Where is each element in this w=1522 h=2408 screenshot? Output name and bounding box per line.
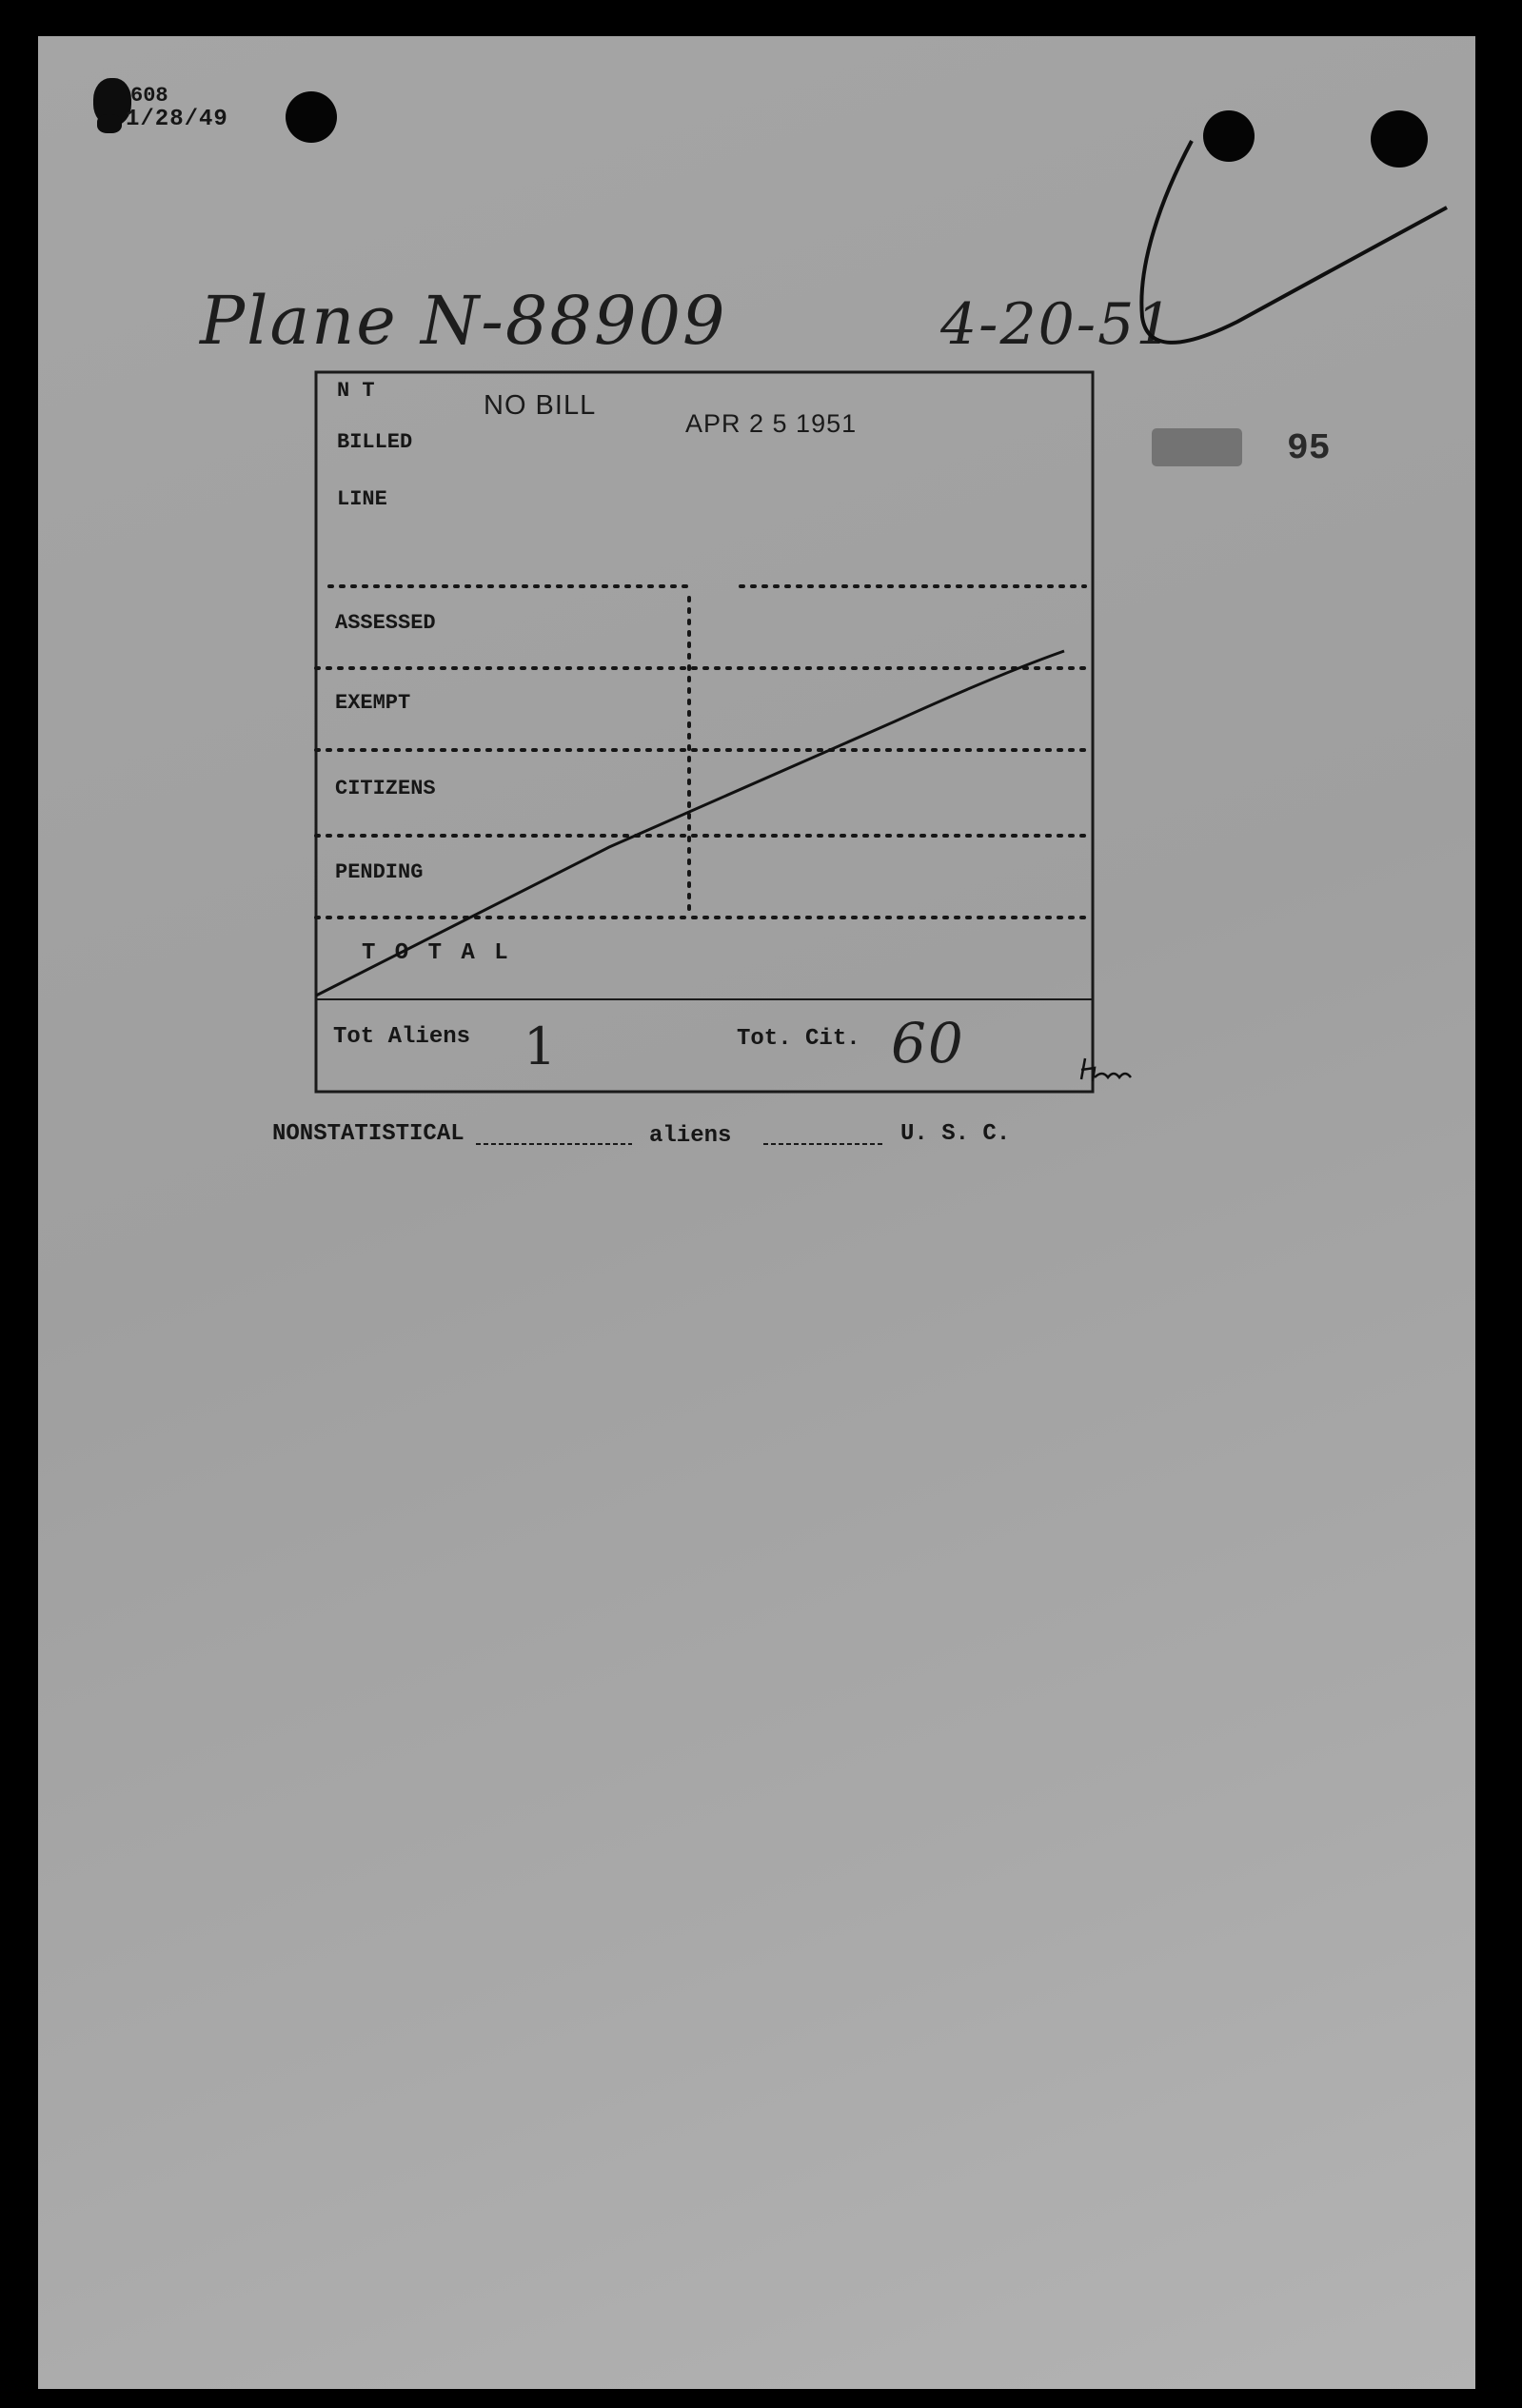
tot-aliens-value: 1 — [524, 1016, 559, 1076]
row-label-nt: N T — [337, 379, 375, 403]
punch-hole-center — [1203, 110, 1255, 162]
stamp-number: 95 — [1287, 428, 1331, 469]
row-label-assessed: ASSESSED — [335, 611, 436, 635]
punch-hole-left — [286, 91, 337, 143]
row-label-total: T O T A L — [362, 940, 511, 966]
pen-corner-stroke — [1141, 141, 1447, 343]
form-lines — [38, 36, 1475, 2389]
ink-blot — [97, 114, 122, 133]
received-date-stamp: APR 2 5 1951 — [685, 409, 858, 438]
handwritten-date: 4-20-51 — [940, 291, 1175, 358]
row-label-exempt: EXEMPT — [335, 691, 411, 715]
stamp-smudge — [1152, 428, 1242, 466]
form-box — [316, 372, 1093, 1092]
nonstatistical-label: NONSTATISTICAL — [272, 1121, 465, 1147]
tot-cit-value: 60 — [891, 1011, 965, 1076]
tot-cit-label: Tot. Cit. — [737, 1026, 860, 1052]
row-label-pending: PENDING — [335, 860, 424, 884]
document-sheet — [38, 36, 1475, 2389]
tot-aliens-label: Tot Aliens — [333, 1024, 471, 1050]
no-bill-stamp: NO BILL — [484, 390, 597, 421]
row-label-billed: BILLED — [337, 430, 413, 454]
corner-code-line2: 1/28/49 — [126, 107, 228, 132]
row-label-line: LINE — [337, 487, 387, 511]
handwritten-plane: Plane N-88909 — [200, 282, 727, 360]
punch-hole-right — [1371, 110, 1428, 168]
initials-scribble — [1081, 1058, 1131, 1081]
corner-code-line1: 608 — [130, 84, 168, 108]
aliens-label: aliens — [649, 1123, 732, 1149]
row-label-citizens: CITIZENS — [335, 777, 436, 800]
usc-label: U. S. C. — [900, 1121, 1011, 1147]
